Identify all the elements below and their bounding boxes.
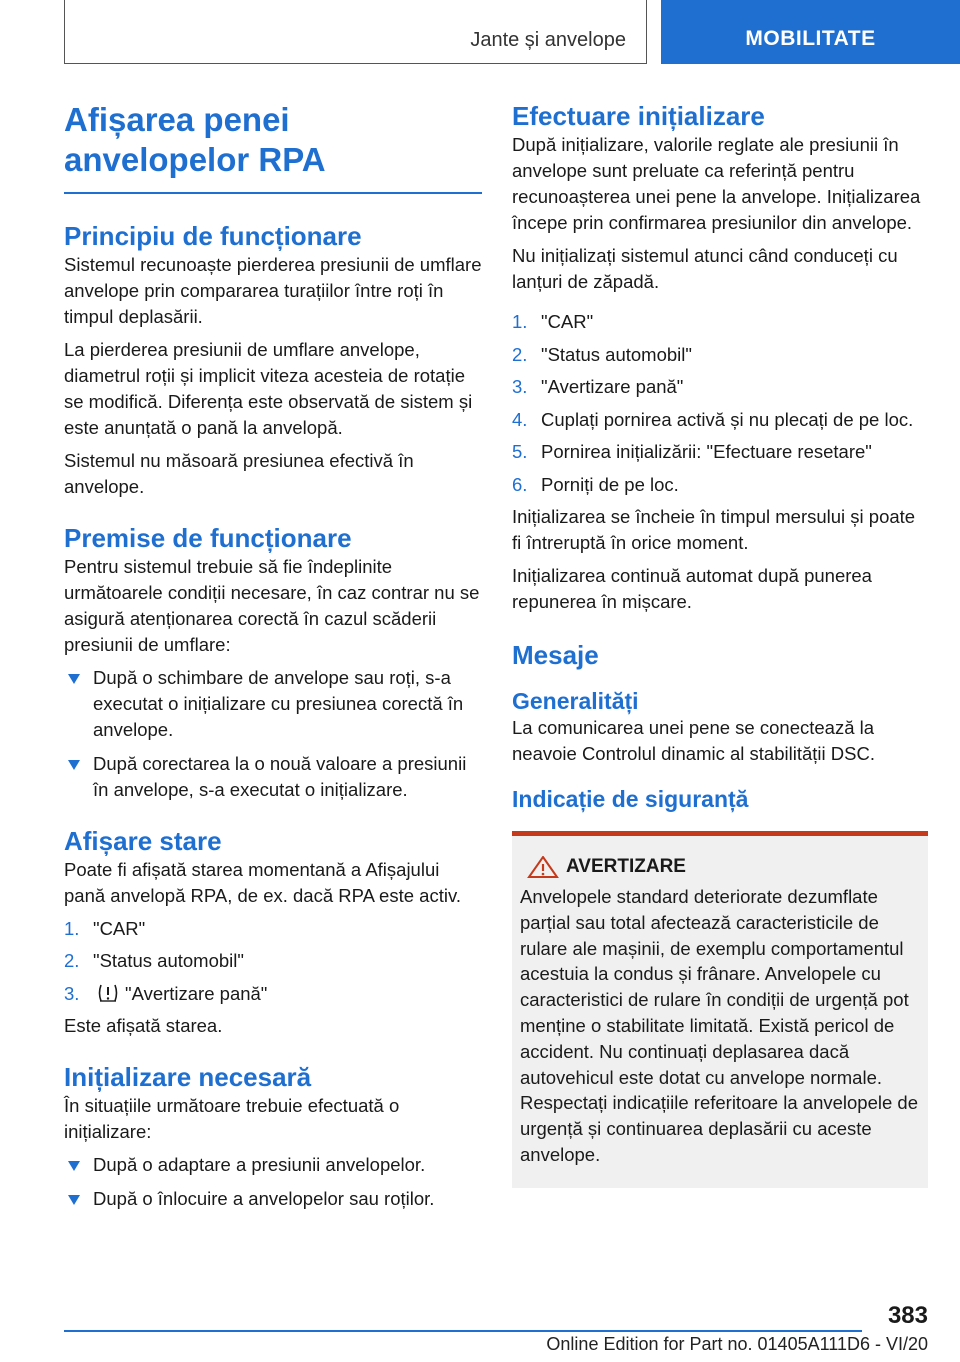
list-item: 3. "Avertizare pană" [512, 376, 684, 397]
list-item: 6. Porniți de pe loc. [512, 473, 679, 495]
list-item: 3. "Avertizare pană" [64, 982, 268, 1004]
page-number: 383 [887, 1302, 928, 1329]
page-title: Afișarea penei anvelopelor RPA [64, 101, 326, 178]
list-item: 1. "CAR" [64, 917, 146, 939]
list-item: 2. "Status automobil" [64, 950, 244, 971]
init-p1: După inițializare, valorile reglate ale presiunii în anvelope sunt preluate ca referință pentru recunoașterea unei pene la anvelope. Inițializarea începe prin confirmarea presiunilor din anvelope. [512, 134, 921, 233]
edition-text: Online Edition for Part no. 01405A111D6 - VI/20 [546, 1334, 928, 1354]
prereq-p1: Pentru sistemul trebuie să fie îndeplinite următoarele condiții necesare, în caz contrar nu se asigură atenționarea corectă în cazul scăderii presiunii de umflare: [64, 555, 480, 655]
heading-init: Efectuare inițializare [512, 101, 765, 131]
heading-principle: Principiu de funcționare [64, 220, 362, 251]
principle-p3: Sistemul nu măsoară presiunea efectivă în anvelope. [64, 449, 414, 497]
warning-text: Anvelopele standard deteriorate dezumflate parțial sau total afectează caracteristicile de rulare ale mașinii, de exemplu comportamentul acestuia la condus și frânare. Anvelopele cu caracteristici de rulare în condiții de urgență pot menține o stabilitate limitată. Există pericol de accident. Nu continuați deplasarea dacă autovehicul este dotat cu anvelope normale. Respectați indicațiile referitoare la anvelopele de urgență și continuarea deplasării cu aceste anvelope. [520, 886, 918, 1165]
triangle-bullet-icon [68, 1195, 80, 1205]
triangle-bullet-icon [68, 760, 80, 770]
principle-p2: La pierderea presiunii de umflare anvelope, diametrul roții și implicit viteza acesteia de rotație se modifică. Diferența este observată de sistem și este anunțată o pană la anvelopă. [64, 338, 473, 438]
list-item: 5. Pornirea inițializării: "Efectuare resetare" [512, 441, 872, 462]
header-section-box [64, 0, 647, 64]
list-item: După o adaptare a presiunii anvelopelor. [64, 1152, 482, 1178]
list-item: După o schimbare de anvelope sau roți, s-a executat o inițializare cu presiunea corectă în anvelope. [64, 665, 482, 743]
init-p2: Nu inițializați sistemul atunci când conduceți cu lanțuri de zăpadă. [512, 245, 898, 292]
header-chapter-tab[interactable]: MOBILITATE [661, 0, 960, 64]
heading-safety: Indicație de siguranță [512, 786, 749, 812]
tire-warning-icon [97, 983, 119, 1003]
list-item: 2. "Status automobil" [512, 343, 692, 365]
list-item: 1. "CAR" [512, 311, 594, 332]
general-p: La comunicarea unei pene se conectează la neavoie Controlul dinamic al stabilității DSC. [512, 717, 875, 764]
triangle-bullet-icon [68, 674, 80, 684]
warning-triangle-icon [526, 856, 560, 878]
warning-title: AVERTIZARE [566, 856, 686, 877]
heading-prereq: Premise de funcționare [64, 522, 352, 553]
init-needed-p1: În situațiile următoare trebuie efectuată o inițializare: [64, 1095, 400, 1142]
triangle-bullet-icon [68, 1161, 80, 1171]
status-p2: Este afișată starea. [64, 1015, 223, 1036]
principle-p1: Sistemul recunoaște pierderea presiunii de umflare anvelope prin compararea turațiilor între roți în timpul deplasării. [64, 253, 482, 327]
footer-divider [64, 1330, 862, 1332]
heading-init-needed: Inițializare necesară [64, 1062, 312, 1092]
list-item: 4. Cuplați pornirea activă și nu plecați de pe loc. [512, 408, 914, 430]
status-p1: Poate fi afișată starea momentană a Afișajului pană anvelopă RPA, de ex. dacă RPA este activ. [64, 858, 461, 906]
header-section-title: Jante și anvelope [470, 29, 626, 51]
list-item: După corectarea la o nouă valoare a presiunii în anvelope, s-a executat o inițializare. [64, 751, 482, 803]
init-steps [512, 309, 928, 498]
init-p4: Inițializarea continuă automat după punerea repunerea în mișcare. [512, 565, 872, 612]
right-column [512, 100, 928, 1188]
heading-status: Afișare stare [64, 825, 222, 856]
heading-messages: Mesaje [512, 640, 599, 670]
warning-box [512, 831, 928, 1188]
status-steps [64, 916, 482, 1007]
heading-general: Generalități [512, 688, 639, 714]
list-item: După o înlocuire a anvelopelor sau roților. [64, 1186, 482, 1212]
prereq-list [64, 665, 482, 803]
left-column [64, 100, 482, 1220]
init-needed-list [64, 1152, 482, 1212]
init-p3: Inițializarea se încheie în timpul mersului și poate fi întreruptă în orice moment. [512, 506, 916, 553]
